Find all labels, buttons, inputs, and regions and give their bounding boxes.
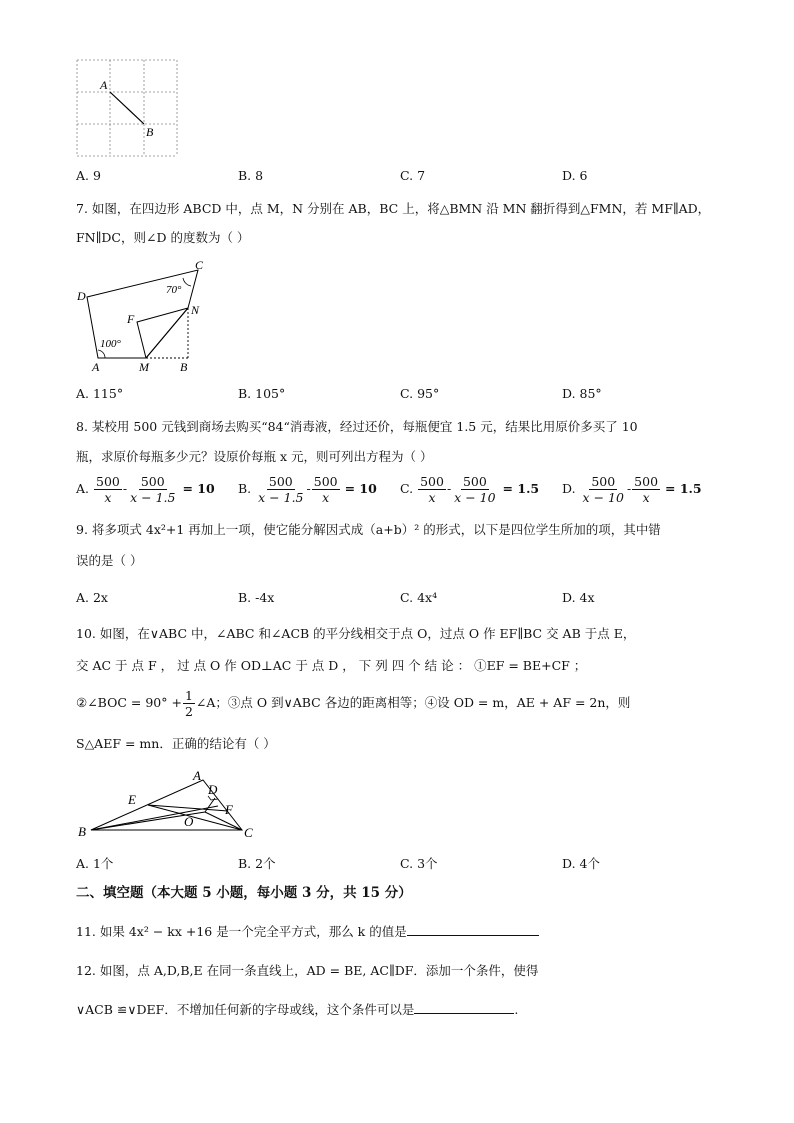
q8-option-b-frac1: $\frac{500}{x - 1.5}$ — [258, 474, 304, 505]
q8-option-a-letter: A. — [76, 481, 90, 496]
q8-option-a-frac1: $\frac{500}{x}$ — [96, 474, 120, 505]
q8-option-b-frac2: $\frac{500}{x}$ — [313, 474, 338, 505]
q8-option-d-letter: D. — [562, 481, 576, 496]
q8-stem-line2: 瓶，求原价每瓶多少元？设原价每瓶 x 元，则可列出方程为（ ） — [76, 449, 433, 464]
q7-label-a: A — [92, 360, 100, 374]
q9-option-b: B. -4x — [238, 590, 275, 605]
q6-grid-figure — [74, 58, 184, 162]
q8-stem-line1: 8. 某校用 500 元钱到商场去购买“84“消毒液，经过还价，每瓶便宜 1.5 元，结果比用原价多买了 10 — [76, 419, 638, 434]
q6-option-a: A. 9 — [76, 168, 101, 183]
q8-option-b-letter: B. — [238, 481, 252, 496]
section-fill-in-heading: 二、填空题（本大题 5 小题，每小题 3 分，共 15 分） — [76, 885, 412, 901]
q10-label-o: O — [184, 814, 194, 829]
q10-option-b: B. 2个 — [238, 856, 276, 871]
q12-stem-line2 — [76, 999, 518, 1019]
q8-option-a-frac2: $\frac{500}{x - 1.5}$ — [130, 474, 176, 505]
q10-label-b: B — [78, 824, 86, 839]
q7-label-d: D — [77, 289, 86, 303]
q9-stem-line1: 9. 将多项式 4x²+1 再加上一项，使它能分解因式成（a+b）² 的形式，以下是四位学生所加的项，其中错 — [76, 522, 661, 537]
q8-option-a-rhs: = 10 — [182, 481, 215, 496]
q11-stem — [76, 921, 539, 941]
q10-option-d: D. 4个 — [562, 856, 600, 871]
q8-option-d-frac2: $\frac{500}{x}$ — [634, 474, 659, 505]
q10-label-f: F — [225, 802, 233, 817]
q7-quadrilateral-figure — [70, 254, 220, 374]
q10-option-c: C. 3个 — [400, 856, 438, 871]
q12-line2-text: ∨ACB ≌∨DEF．不增加任何新的字母或线，这个条件可以是 — [76, 1002, 415, 1017]
q6-option-b: B. 8 — [238, 168, 264, 183]
q8-option-b: B. $\frac{500}{x - 1.5}$ - $\frac{500}{x}$ = 10 — [238, 474, 377, 505]
q8-option-c: C. $\frac{500}{x}$ - $\frac{500}{x - 10}$ = 1.5 — [400, 474, 540, 505]
q9-option-a: A. 2x — [76, 590, 108, 605]
q12-answer-blank[interactable] — [414, 999, 514, 1014]
q12-stem-line1: 12. 如图，点 A,D,B,E 在同一条直线上，AD = BE, AC∥DF．添加一个条件，使得 — [76, 963, 539, 978]
q7-angle-c-label: 70° — [166, 284, 182, 296]
q10-option-a: A. 1个 — [76, 856, 114, 871]
q8-option-c-rhs: = 1.5 — [502, 481, 540, 496]
q6-label-b: B — [146, 125, 154, 139]
q8-option-d-frac1: $\frac{500}{x - 10}$ — [582, 474, 624, 505]
q7-option-c: C. 95° — [400, 386, 440, 401]
q10-label-a: A — [193, 768, 201, 783]
q7-option-b: B. 105° — [238, 386, 286, 401]
q10-triangle-figure — [72, 766, 262, 842]
q10-stem-line2: 交 AC 于 点 F ， 过 点 O 作 OD⊥AC 于 点 D ， 下 列 四 个 结 论 ： ①EF = BE+CF ； — [76, 658, 587, 673]
q10-half-fraction: $\frac{1}{2}$ — [184, 687, 193, 719]
q10-label-c: C — [244, 825, 253, 840]
q7-option-a: A. 115° — [76, 386, 124, 401]
q10-stem-line3 — [76, 686, 630, 720]
q12-line2-end: . — [514, 1002, 519, 1017]
q8-option-c-frac1: $\frac{500}{x}$ — [420, 474, 444, 505]
q9-option-c: C. 4x⁴ — [400, 590, 438, 605]
q7-label-b: B — [180, 360, 188, 374]
q7-label-c: C — [195, 258, 204, 272]
q6-option-c: C. 7 — [400, 168, 426, 183]
q10-line3-part-b: ∠A；③点 O 到∨ABC 各边的距离相等；④设 OD = m，AE + AF = 2n，则 — [195, 695, 631, 710]
q6-option-d: D. 6 — [562, 168, 588, 183]
q8-option-c-letter: C. — [400, 481, 414, 496]
q7-label-n: N — [191, 303, 200, 317]
q9-option-d: D. 4x — [562, 590, 595, 605]
q10-stem-line4: S△AEF = mn．正确的结论有（ ） — [76, 736, 276, 751]
q10-line3-part-a: ②∠BOC = 90° + — [76, 695, 182, 710]
q7-option-d: D. 85° — [562, 386, 602, 401]
q7-stem-line2: FN∥DC，则∠D 的度数为（ ） — [76, 230, 250, 245]
q7-label-f: F — [127, 312, 135, 326]
q8-option-a: A. $\frac{500}{x}$ - $\frac{500}{x - 1.5}$ = 10 — [76, 474, 215, 505]
q8-option-c-frac2: $\frac{500}{x - 10}$ — [454, 474, 496, 505]
q7-angle-a-label: 100° — [100, 338, 121, 350]
q10-stem-line1: 10. 如图，在∨ABC 中，∠ABC 和∠ACB 的平分线相交于点 O，过点 O 作 EF∥BC 交 AB 于点 E， — [76, 626, 636, 641]
q10-label-e: E — [128, 792, 136, 807]
q11-text: 11. 如果 4x² − kx +16 是一个完全平方式，那么 k 的值是 — [76, 924, 407, 939]
q6-label-a: A — [100, 78, 108, 92]
q8-option-d-rhs: = 1.5 — [665, 481, 702, 496]
q8-option-d: D. $\frac{500}{x - 10}$ - $\frac{500}{x}$ = 1.5 — [562, 474, 702, 505]
q8-option-b-rhs: = 10 — [344, 481, 377, 496]
q11-answer-blank[interactable] — [407, 921, 539, 936]
q7-stem-line1: 7. 如图，在四边形 ABCD 中，点 M，N 分别在 AB，BC 上，将△BMN 沿 MN 翻折得到△FMN，若 MF∥AD， — [76, 201, 711, 216]
q10-label-d: D — [208, 782, 218, 797]
q7-label-m: M — [139, 360, 149, 374]
q9-stem-line2: 误的是（ ） — [76, 553, 143, 568]
